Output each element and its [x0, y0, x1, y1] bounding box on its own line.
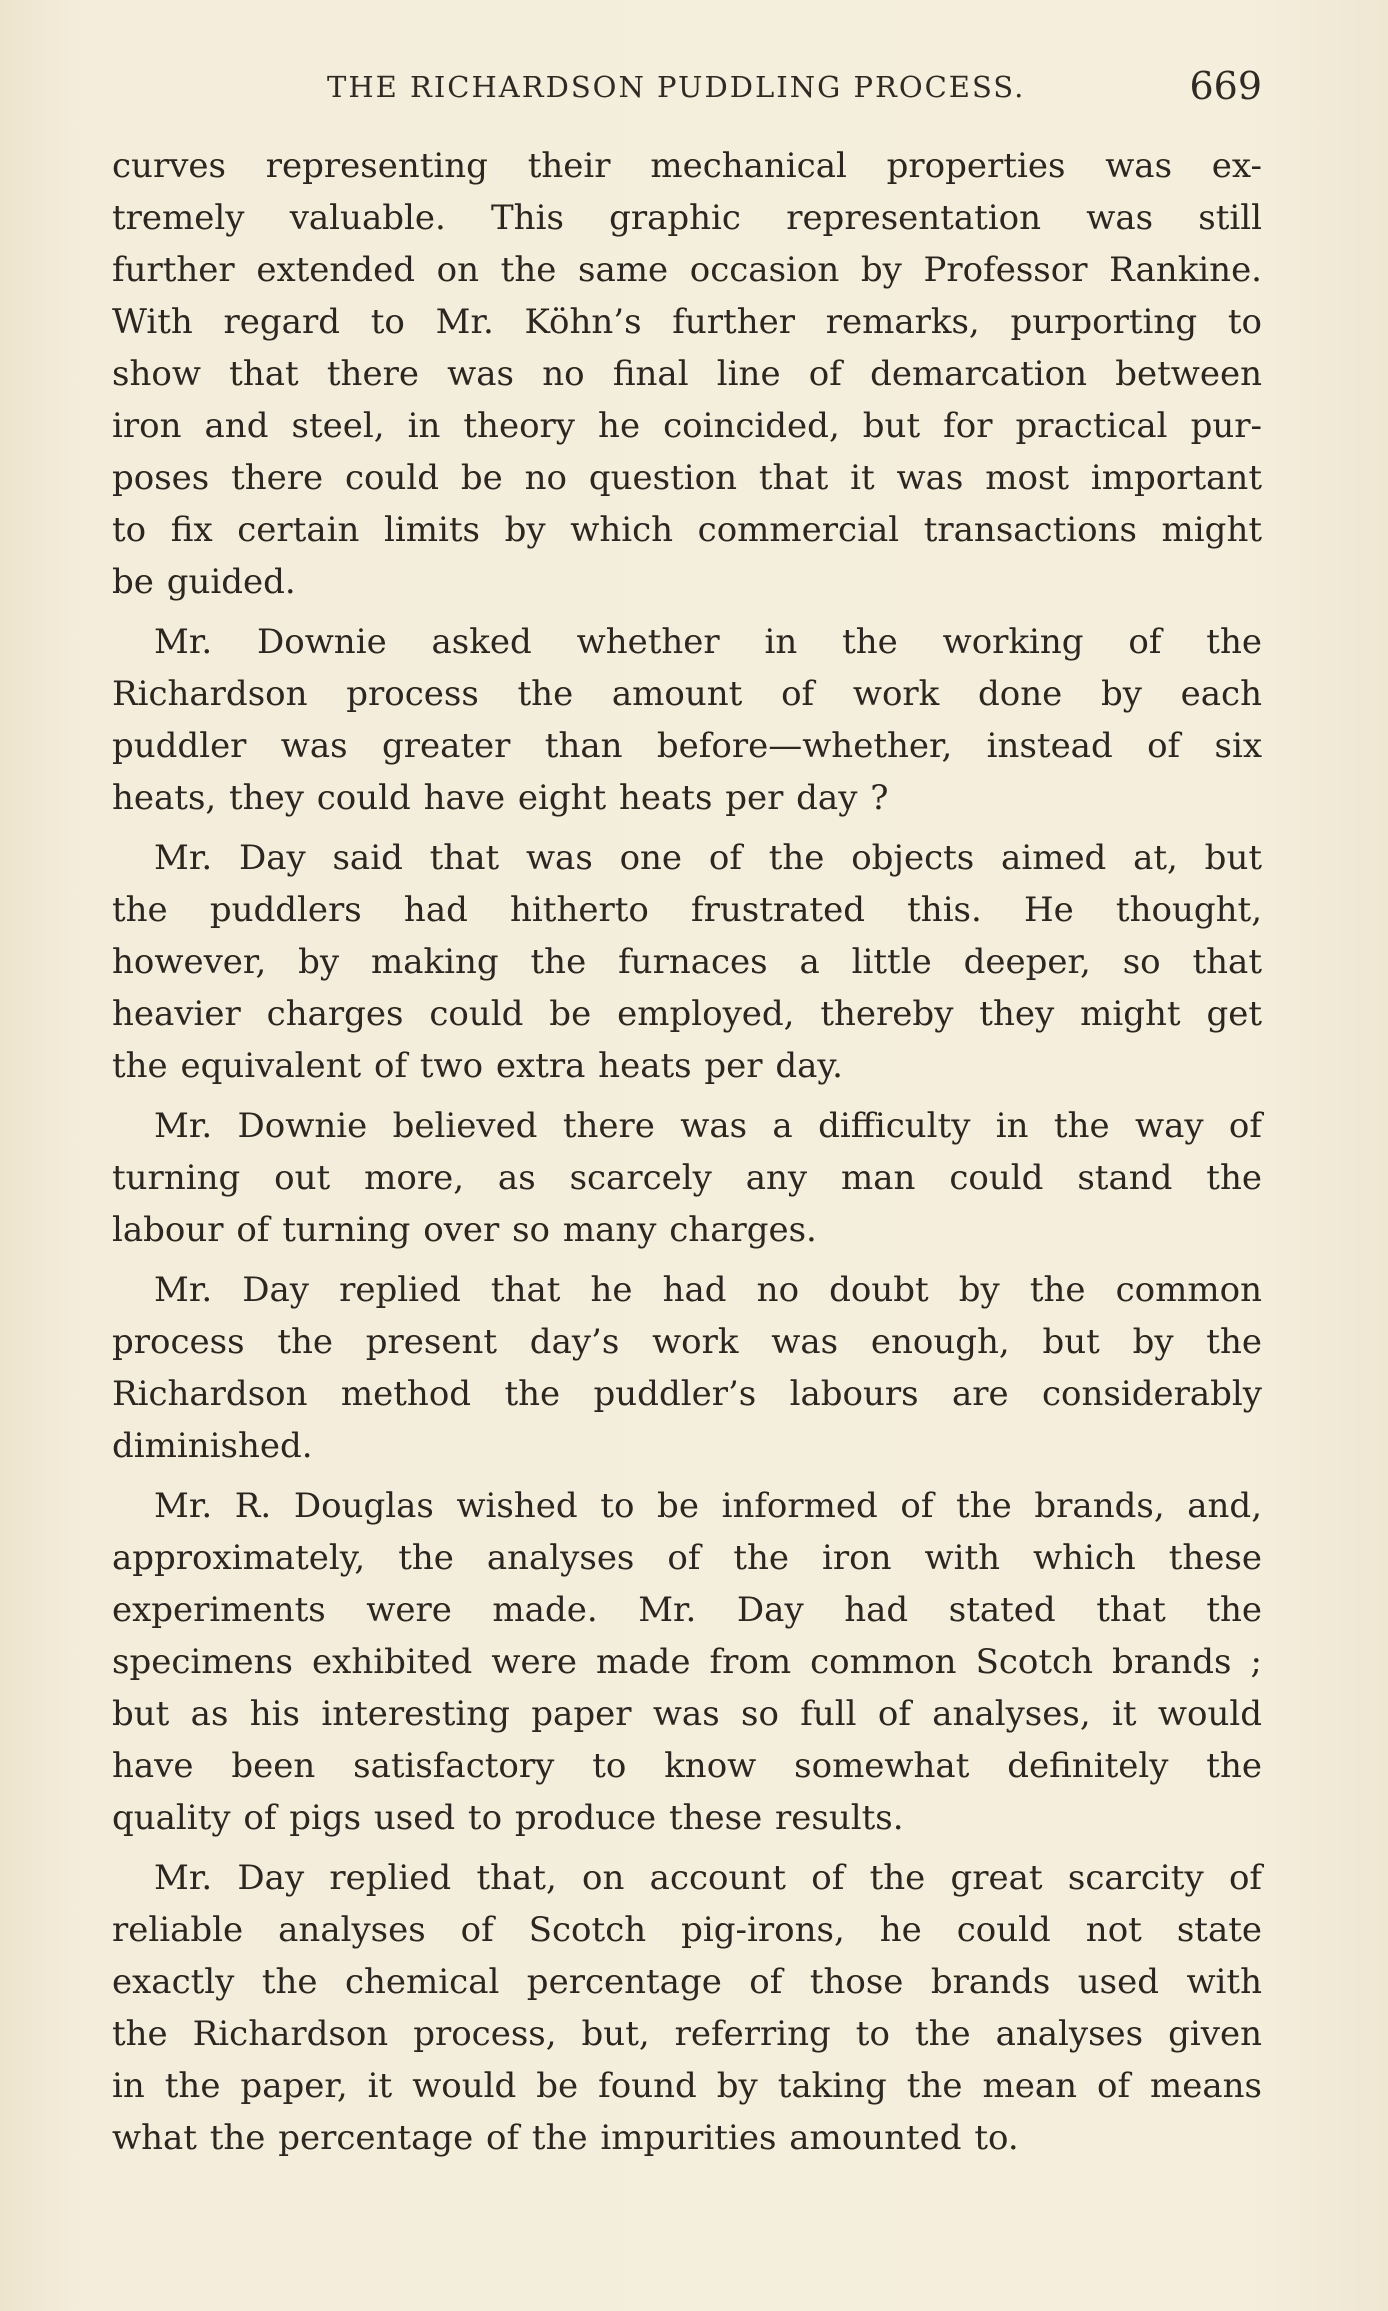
text-line: have been satisfactory to know somewhat definitely the: [112, 1746, 1262, 1786]
text-line: Mr. Downie believed there was a difficulty in the way of: [154, 1106, 1262, 1146]
page-header: [112, 64, 1262, 114]
text-line: curves representing their mechanical properties was ex-: [112, 146, 1262, 186]
text-line: the Richardson process, but, referring to the analyses given: [112, 2014, 1262, 2054]
text-line: labour of turning over so many charges.: [112, 1210, 817, 1250]
text-line: specimens exhibited were made from common Scotch brands ;: [112, 1642, 1262, 1682]
text-line: quality of pigs used to produce these results.: [112, 1798, 904, 1838]
paragraph: [112, 1480, 1262, 1844]
text-line: what the percentage of the impurities amounted to.: [112, 2118, 1019, 2158]
text-line: experiments were made. Mr. Day had stated that the: [112, 1590, 1262, 1630]
text-line: approximately, the analyses of the iron with which these: [112, 1538, 1262, 1578]
text-line: Mr. Day replied that he had no doubt by the common: [154, 1270, 1262, 1310]
text-line: tremely valuable. This graphic representation was still: [112, 198, 1262, 238]
text-line: however, by making the furnaces a little deeper, so that: [112, 942, 1262, 982]
text-line: heats, they could have eight heats per day ?: [112, 778, 889, 818]
text-line: process the present day’s work was enough, but by the: [112, 1322, 1262, 1362]
text-line: but as his interesting paper was so full of analyses, it would: [112, 1694, 1262, 1734]
text-line: heavier charges could be employed, thereby they might get: [112, 994, 1262, 1034]
text-line: Mr. Day said that was one of the objects aimed at, but: [154, 838, 1262, 878]
text-line: be guided.: [112, 562, 296, 602]
text-line: Mr. R. Douglas wished to be informed of the brands, and,: [154, 1486, 1262, 1526]
text-line: the equivalent of two extra heats per day.: [112, 1046, 843, 1086]
text-line: in the paper, it would be found by taking the mean of means: [112, 2066, 1262, 2106]
paragraph: [112, 1852, 1262, 2164]
text-line: exactly the chemical percentage of those brands used with: [112, 1962, 1262, 2002]
paragraph: [112, 140, 1262, 608]
text-line: With regard to Mr. Köhn’s further remarks, purporting to: [112, 302, 1262, 342]
text-line: iron and steel, in theory he coincided, but for practical pur-: [112, 406, 1262, 446]
text-line: poses there could be no question that it was most important: [112, 458, 1262, 498]
running-title: THE RICHARDSON PUDDLING PROCESS.: [327, 70, 1026, 104]
text-line: reliable analyses of Scotch pig-irons, he could not state: [112, 1910, 1262, 1950]
text-line: Richardson method the puddler’s labours are considerably: [112, 1374, 1262, 1414]
page-number: 669: [1189, 64, 1262, 108]
text-line: further extended on the same occasion by Professor Rankine.: [112, 250, 1262, 290]
text-line: the puddlers had hitherto frustrated this. He thought,: [112, 890, 1262, 930]
paragraph: [112, 1264, 1262, 1472]
text-line: turning out more, as scarcely any man could stand the: [112, 1158, 1262, 1198]
paragraph: [112, 616, 1262, 824]
body-text: [112, 140, 1262, 2172]
paragraph: [112, 1100, 1262, 1256]
text-line: to fix certain limits by which commercial transactions might: [112, 510, 1262, 550]
text-line: Mr. Downie asked whether in the working of the: [154, 622, 1262, 662]
paragraph: [112, 832, 1262, 1092]
text-line: Mr. Day replied that, on account of the great scarcity of: [154, 1858, 1262, 1898]
text-line: show that there was no final line of demarcation between: [112, 354, 1262, 394]
text-line: diminished.: [112, 1426, 313, 1466]
text-line: puddler was greater than before—whether, instead of six: [112, 726, 1262, 766]
text-line: Richardson process the amount of work done by each: [112, 674, 1262, 714]
